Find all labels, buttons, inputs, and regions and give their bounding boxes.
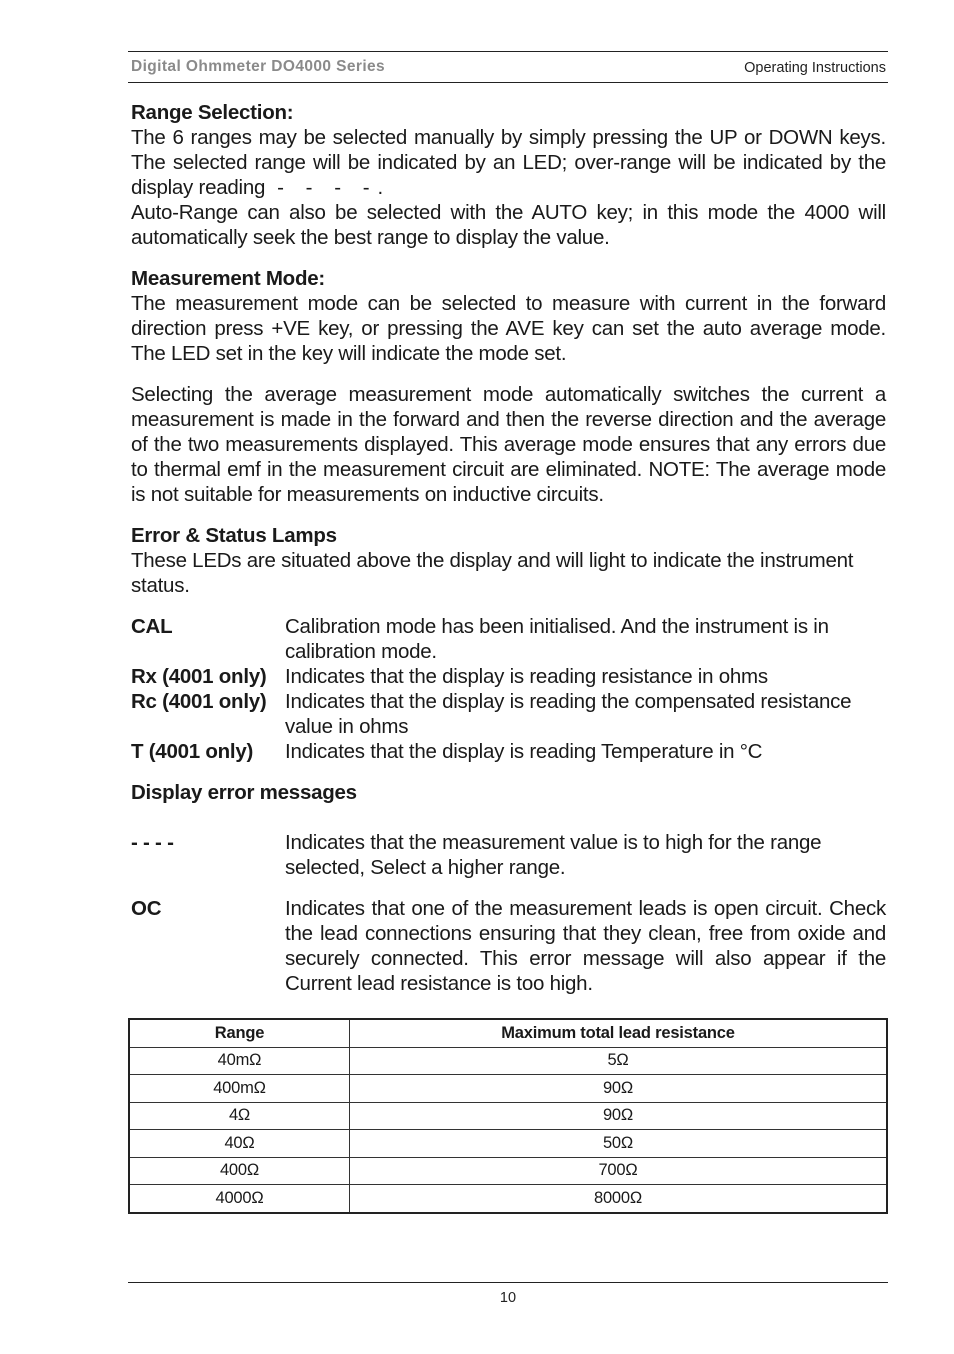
page-header bbox=[128, 51, 888, 83]
page-body bbox=[131, 100, 886, 1012]
table-cell: 700Ω bbox=[350, 1157, 888, 1185]
section-title: Display error messages bbox=[131, 781, 357, 804]
paragraph: The measurement mode can be selected to measure with current in the forward direction press +VE key, or pressing the AVE key can set the auto average mode. The LED set in the key will indicate the mode set. bbox=[131, 292, 886, 365]
table-cell: 40Ω bbox=[129, 1130, 350, 1158]
table-cell: 4000Ω bbox=[129, 1185, 350, 1213]
term: OC bbox=[131, 897, 162, 920]
table-cell: 8000Ω bbox=[350, 1185, 888, 1213]
term: Rc (4001 only) bbox=[131, 690, 267, 713]
table-cell: 40mΩ bbox=[129, 1047, 350, 1075]
table-row bbox=[129, 1102, 887, 1130]
paragraph: Selecting the average measurement mode automatically switches the current a measurement is made in the forward and then the reverse direction and the average of the two measurements displayed. This average mode ensures that any errors due to thermal emf in the measurement circuit are eliminated. NOTE: The average mode is not suitable for measurements on inductive circuits. bbox=[131, 383, 886, 506]
table-cell: 4Ω bbox=[129, 1102, 350, 1130]
header-doc-type: Operating Instructions bbox=[744, 60, 886, 76]
list-item bbox=[131, 664, 886, 689]
table-header-row bbox=[129, 1019, 887, 1047]
term: T (4001 only) bbox=[131, 740, 254, 763]
term: Rx (4001 only) bbox=[131, 665, 267, 688]
section-title: Measurement Mode: bbox=[131, 267, 325, 290]
list-item bbox=[131, 739, 886, 764]
table bbox=[128, 1018, 888, 1214]
list-item bbox=[131, 896, 886, 996]
table-cell: 400mΩ bbox=[129, 1075, 350, 1103]
description: Indicates that the display is reading resistance in ohms bbox=[285, 665, 768, 688]
paragraph: Auto-Range can also be selected with the AUTO key; in this mode the 4000 will automatically seek the best range to display the value. bbox=[131, 201, 886, 249]
term: CAL bbox=[131, 615, 173, 638]
table-cell: 90Ω bbox=[350, 1075, 888, 1103]
section-average-mode bbox=[131, 382, 886, 507]
term: - - - - bbox=[131, 831, 174, 854]
table-row bbox=[129, 1157, 887, 1185]
description: Indicates that the display is reading Temperature in °C bbox=[285, 740, 763, 763]
error-message-list bbox=[131, 830, 886, 996]
section-measurement-mode bbox=[131, 266, 886, 366]
over-range-indicator: - - - -. bbox=[277, 176, 392, 199]
section-range-selection bbox=[131, 100, 886, 250]
table-row bbox=[129, 1130, 887, 1158]
description: Indicates that one of the measurement leads is open circuit. Check the lead connections ensuring that they clean, free from oxide and securely connected. This error message will also appear if the Current lead resistance is too high. bbox=[285, 897, 886, 995]
list-item bbox=[131, 614, 886, 664]
section-display-errors bbox=[131, 780, 886, 805]
description: Indicates that the display is reading the compensated resistance value in ohms bbox=[285, 690, 852, 738]
list-item bbox=[131, 830, 886, 880]
lead-resistance-table bbox=[128, 1018, 888, 1214]
table-row bbox=[129, 1075, 887, 1103]
status-lamp-list bbox=[131, 614, 886, 764]
paragraph: The 6 ranges may be selected manually by simply pressing the UP or DOWN keys. The selected range will be indicated by an LED; over-range will be indicated by the display reading - - - -. bbox=[131, 126, 886, 199]
section-title: Range Selection: bbox=[131, 101, 294, 124]
table-row bbox=[129, 1047, 887, 1075]
header-product-title: Digital Ohmmeter DO4000 Series bbox=[131, 58, 386, 75]
list-item bbox=[131, 689, 886, 739]
page-footer bbox=[128, 1282, 888, 1306]
section-status-lamps bbox=[131, 523, 886, 598]
section-title: Error & Status Lamps bbox=[131, 524, 337, 547]
table-row bbox=[129, 1185, 887, 1213]
description: Indicates that the measurement value is to high for the range selected, Select a higher range. bbox=[285, 831, 822, 879]
table-cell: 90Ω bbox=[350, 1102, 888, 1130]
table-cell: 400Ω bbox=[129, 1157, 350, 1185]
page-number: 10 bbox=[499, 1290, 517, 1306]
table-cell: 50Ω bbox=[350, 1130, 888, 1158]
table-cell: 5Ω bbox=[350, 1047, 888, 1075]
column-header: Range bbox=[129, 1019, 350, 1047]
column-header: Maximum total lead resistance bbox=[350, 1019, 888, 1047]
description: Calibration mode has been initialised. And the instrument is in calibration mode. bbox=[285, 615, 829, 663]
paragraph: These LEDs are situated above the display and will light to indicate the instrument status. bbox=[131, 549, 854, 597]
